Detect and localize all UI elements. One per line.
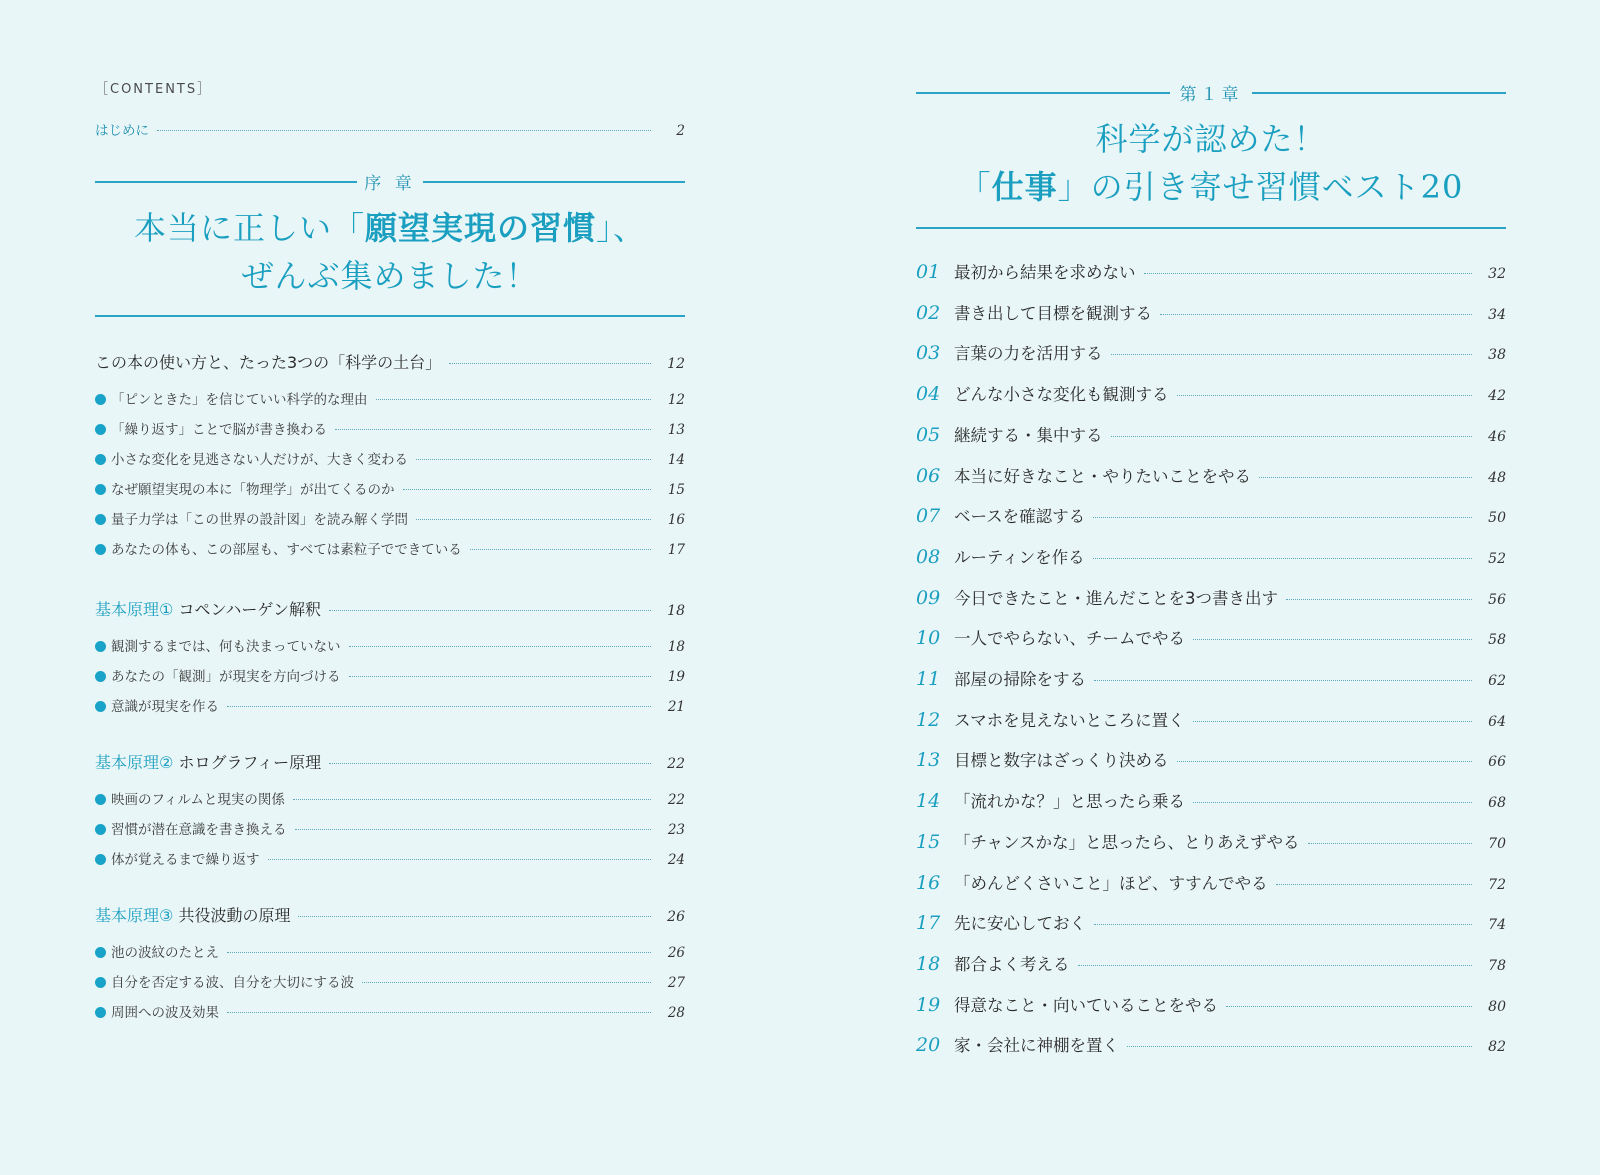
chapter1-toc-entry[interactable] [916,951,1506,975]
entry-label: 目標と数字はざっくり決める [954,751,1169,770]
chapter1-header [916,81,1506,103]
toc-item-text [95,941,219,961]
toc-item[interactable] [95,388,685,408]
toc-page-number: 78 [1488,958,1506,974]
leader-dots [1308,843,1472,844]
leader-dots [403,489,652,490]
toc-page-number: 18 [667,603,685,619]
toc-page-number: 28 [667,1005,685,1021]
leader-dots [449,363,651,364]
toc-section-label [95,350,441,373]
chapter1-toc-entry[interactable] [916,340,1506,364]
bullet-icon [95,671,106,682]
entry-number: 07 [916,505,941,527]
toc-item-label: 周囲への波及効果 [111,1005,219,1021]
leader-dots [1111,436,1473,437]
toc-item[interactable] [95,1001,685,1021]
chapter1-toc-entry[interactable] [916,666,1506,690]
bullet-icon [95,394,106,405]
chapter1-title-line1: 科学が認めた！ [1095,120,1327,158]
toc-item[interactable] [95,508,685,528]
toc-entry-intro[interactable] [95,119,685,139]
toc-item-label: 習慣が潜在意識を書き換える [111,822,287,838]
toc-page-number: 74 [1488,917,1506,933]
title-text: 」、 [596,209,647,247]
bullet-icon [95,641,106,652]
toc-page-number: 56 [1488,592,1506,608]
toc-section-label [95,597,321,620]
chapter1-toc-entry[interactable] [916,747,1506,771]
toc-item[interactable] [95,665,685,685]
toc-item-text [95,1001,219,1021]
entry-label: ベースを確認する [954,507,1086,526]
toc-page-number: 58 [1488,632,1506,648]
toc-item-label: あなたの「観測」が現実を方向づける [111,669,341,685]
bullet-icon [95,454,106,465]
entry-label: 書き出して目標を観測する [954,304,1152,323]
right-page [916,0,1506,1175]
title-emphasis: 願望実現の習慣 [364,209,596,247]
title-text: 」の引き寄せ習慣ベスト20 [1057,168,1464,206]
chapter1-toc-entry[interactable] [916,870,1506,894]
toc-item-label: 体が覚えるまで繰り返す [111,852,260,868]
prologue-title-line1 [95,204,685,252]
leader-dots [1177,395,1473,396]
toc-item-text [95,788,285,808]
entry-number: 11 [916,668,941,690]
entry-label: 先に安心しておく [954,914,1086,933]
chapter1-toc-entry[interactable] [916,300,1506,324]
toc-item-text [95,695,219,715]
toc-page-number: 46 [1488,429,1506,445]
title-rule [916,227,1506,229]
toc-page-number: 80 [1488,999,1506,1015]
toc-item-label: 小さな変化を見逃さない人だけが、大きく変わる [111,452,408,468]
toc-section-heading[interactable] [95,903,685,926]
toc-page-number: 42 [1488,388,1506,404]
toc-page-number: 24 [667,852,685,868]
leader-dots [157,130,651,131]
entry-label: 言葉の力を活用する [954,344,1103,363]
toc-page-number: 22 [667,756,685,772]
toc-page-number: 26 [667,945,685,961]
toc-item[interactable] [95,635,685,655]
entry-number: 16 [916,872,941,894]
leader-dots [1259,477,1472,478]
toc-item[interactable] [95,818,685,838]
toc-item-label: なぜ願望実現の本に「物理学」が出てくるのか [111,482,395,498]
leader-dots [1127,1046,1472,1047]
toc-item-text [95,848,260,868]
leader-dots [1193,721,1472,722]
toc-item[interactable] [95,971,685,991]
chapter1-toc-entry[interactable] [916,992,1506,1016]
entry-number: 03 [916,342,941,364]
chapter1-toc-entry[interactable] [916,422,1506,446]
leader-dots [416,519,651,520]
toc-page-number: 17 [667,542,685,558]
toc-page-number: 12 [667,392,685,408]
bullet-icon [95,794,106,805]
entry-label: 「めんどくさいこと」ほど、すすんでやる [954,874,1268,893]
toc-page-number: 14 [667,452,685,468]
entry-number: 15 [916,831,941,853]
entry-number: 06 [916,465,941,487]
chapter1-toc-entry[interactable] [916,910,1506,934]
toc-page-number: 16 [667,512,685,528]
entry-number: 04 [916,383,941,405]
chapter1-toc-entry[interactable] [916,463,1506,487]
toc-item[interactable] [95,418,685,438]
toc-item-text [95,665,341,685]
leader-dots [227,706,651,707]
toc-page-number: 38 [1488,347,1506,363]
entry-label: 都合よく考える [954,955,1070,974]
bullet-icon [95,544,106,555]
title-text: 「 [958,168,992,206]
toc-item-label: 自分を否定する波、自分を大切にする波 [111,975,354,991]
title-rule [95,315,685,317]
leader-dots [470,549,651,550]
leader-dots [268,859,652,860]
bullet-icon [95,701,106,712]
bullet-icon [95,1007,106,1018]
toc-page-number: 70 [1488,836,1506,852]
entry-number: 17 [916,912,941,934]
toc-item-label: 「ピンときた」を信じていい科学的な理由 [111,392,368,408]
chapter1-toc-entry[interactable] [916,625,1506,649]
chapter1-toc-entry[interactable] [916,503,1506,527]
entry-label: 家・会社に神棚を置く [954,1036,1119,1055]
leader-dots [1093,517,1472,518]
toc-page-number: 23 [667,822,685,838]
toc-page-number: 22 [667,792,685,808]
leader-dots [349,646,652,647]
toc-entry-label: はじめに [95,123,149,139]
principle-tag: 基本原理① [95,600,174,619]
divider-line [1252,92,1506,94]
leader-dots [1160,314,1472,315]
leader-dots [1177,761,1473,762]
bullet-icon [95,514,106,525]
chapter1-toc-entry[interactable] [916,788,1506,812]
toc-item[interactable] [95,538,685,558]
chapter1-toc-entry[interactable] [916,707,1506,731]
chapter1-toc-entry[interactable] [916,544,1506,568]
toc-page-number: 52 [1488,551,1506,567]
leader-dots [1078,965,1473,966]
toc-page-number: 62 [1488,673,1506,689]
leader-dots [1276,884,1472,885]
bullet-icon [95,824,106,835]
section-title: この本の使い方と、たった3つの「科学の土台」 [95,353,442,372]
title-text: 本当に正しい「 [133,209,365,247]
leader-dots [1111,354,1473,355]
principle-tag: 基本原理② [95,753,174,772]
toc-item[interactable] [95,788,685,808]
title-emphasis: 仕事 [991,168,1058,206]
entry-label: ルーティンを作る [954,548,1085,567]
toc-section-heading[interactable] [95,350,685,373]
leader-dots [293,799,651,800]
entry-number: 01 [916,261,941,283]
leader-dots [1094,924,1472,925]
principle-tag: 基本原理③ [95,906,174,925]
leader-dots [349,676,652,677]
toc-section-heading[interactable] [95,597,685,620]
toc-page-number: 68 [1488,795,1506,811]
prologue-title-line2: ぜんぶ集めました！ [241,257,539,295]
toc-item[interactable] [95,448,685,468]
toc-item-label: 量子力学は「この世界の設計図」を読み解く学問 [111,512,408,528]
toc-section-heading[interactable] [95,750,685,773]
chapter1-toc-entry[interactable] [916,381,1506,405]
toc-item-text [95,818,287,838]
toc-page-number: 21 [667,699,685,715]
toc-page-number: 27 [667,975,685,991]
chapter1-title [916,115,1506,211]
toc-section-label [95,903,290,926]
bullet-icon [95,424,106,435]
bullet-icon [95,947,106,958]
toc-item[interactable] [95,695,685,715]
prologue-chapter-header [95,170,685,192]
leader-dots [295,829,652,830]
toc-page-number: 34 [1488,307,1506,323]
toc-page-number: 72 [1488,877,1506,893]
leader-dots [1093,558,1472,559]
toc-item-text [95,478,395,498]
entry-label: 一人でやらない、チームでやる [954,629,1185,648]
entry-label: 「チャンスかな」と思ったら、とりあえずやる [954,833,1300,852]
chapter1-title-line2 [916,163,1506,211]
toc-page-number: 64 [1488,714,1506,730]
leader-dots [227,1012,651,1013]
bullet-icon [95,854,106,865]
toc-item-label: 映画のフィルムと現実の関係 [111,792,285,808]
leader-dots [1094,680,1472,681]
toc-item-label: 観測するまでは、何も決まっていない [111,639,341,655]
entry-number: 09 [916,587,941,609]
left-page [95,0,685,1175]
toc-item-text [95,635,341,655]
leader-dots [1193,639,1472,640]
toc-page-number: 50 [1488,510,1506,526]
toc-section-label [95,750,321,773]
toc-item-label: 意識が現実を作る [111,699,219,715]
entry-label: 「流れかな？」と思ったら乗る [954,792,1185,811]
chapter-label: 序 章 [364,174,416,194]
entry-label: 本当に好きなこと・やりたいことをやる [954,467,1251,486]
leader-dots [227,952,651,953]
toc-page-number: 18 [667,639,685,655]
section-title: 共役波動の原理 [173,906,291,925]
toc-page-number: 48 [1488,470,1506,486]
section-title: コペンハーゲン解釈 [173,600,322,619]
entry-label: 得意なこと・向いていることをやる [954,996,1218,1015]
contents-label: ［CONTENTS］ [95,82,213,97]
toc-page-number: 26 [667,909,685,925]
entry-number: 19 [916,994,941,1016]
toc-page-number: 32 [1488,266,1506,282]
toc-page-number: 13 [667,422,685,438]
prologue-title [95,204,685,300]
toc-item-label: あなたの体も、この部屋も、すべては素粒子でできている [111,542,462,558]
toc-item-label: 「繰り返す」ことで脳が書き換わる [111,422,327,438]
leader-dots [1226,1006,1472,1007]
entry-number: 20 [916,1034,941,1056]
chapter1-toc-entry[interactable] [916,829,1506,853]
toc-page-number: 12 [667,356,685,372]
toc-page-number: 82 [1488,1039,1506,1055]
toc-item[interactable] [95,478,685,498]
chapter1-toc-entry[interactable] [916,1032,1506,1056]
bullet-icon [95,484,106,495]
toc-page-number: 15 [667,482,685,498]
bullet-icon [95,977,106,988]
leader-dots [416,459,651,460]
chapter1-toc-entry[interactable] [916,585,1506,609]
divider-line [423,181,685,183]
entry-number: 02 [916,302,941,324]
entry-number: 12 [916,709,941,731]
toc-page-number: 66 [1488,754,1506,770]
chapter1-toc-entry[interactable] [916,259,1506,283]
chapter-label: 第１章 [1179,85,1243,105]
leader-dots [1286,599,1472,600]
toc-item-text [95,418,327,438]
toc-item-label: 池の波紋のたとえ [111,945,219,961]
entry-label: 部屋の掃除をする [954,670,1086,689]
leader-dots [329,763,651,764]
entry-label: 今日できたこと・進んだことを3つ書き出す [954,589,1278,608]
entry-label: どんな小さな変化も観測する [954,385,1169,404]
toc-item-text [95,971,354,991]
leader-dots [335,429,651,430]
entry-number: 18 [916,953,941,975]
entry-label: 最初から結果を求めない [954,263,1136,282]
toc-item[interactable] [95,941,685,961]
leader-dots [298,916,651,917]
section-title: ホログラフィー原理 [173,753,322,772]
entry-number: 13 [916,749,941,771]
entry-number: 05 [916,424,941,446]
leader-dots [1193,802,1472,803]
toc-page-number: 19 [667,669,685,685]
entry-number: 14 [916,790,941,812]
leader-dots [362,982,651,983]
entry-label: スマホを見えないところに置く [954,711,1185,730]
toc-item-text [95,448,408,468]
toc-item-text [95,508,408,528]
entry-number: 10 [916,627,941,649]
toc-page-number: 2 [676,123,685,139]
leader-dots [329,610,651,611]
leader-dots [1144,273,1473,274]
toc-item[interactable] [95,848,685,868]
toc-item-text [95,538,462,558]
toc-item-text [95,388,368,408]
entry-label: 継続する・集中する [954,426,1103,445]
leader-dots [376,399,652,400]
entry-number: 08 [916,546,941,568]
